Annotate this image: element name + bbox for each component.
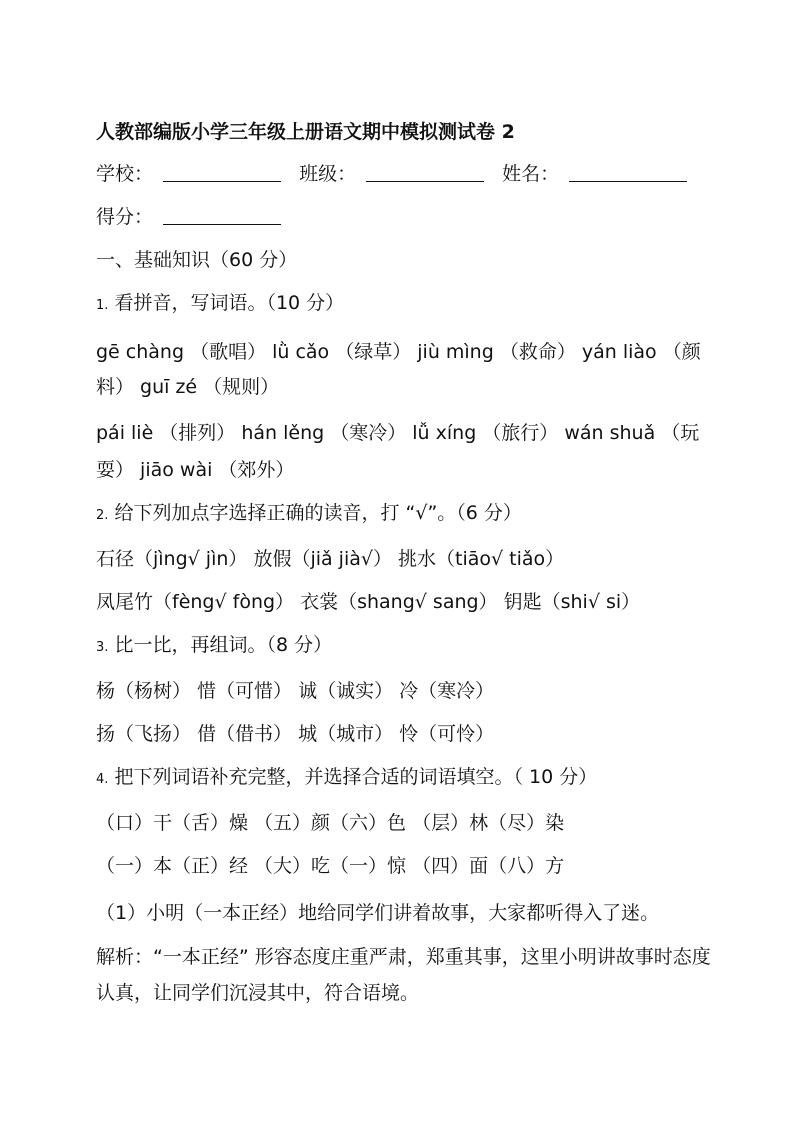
question-number: 2. [96, 508, 109, 523]
reading-line-1: 石径（jìng√ jìn） 放假（jiǎ jià√） 挑水（tiāo√ tiǎo） [96, 548, 565, 570]
question-number: 4. [96, 772, 109, 787]
question-text: 看拼音，写词语。（10 分） [114, 292, 345, 314]
school-blank [163, 161, 281, 182]
question-4 [96, 763, 716, 794]
pinyin-line-1: gē chàng （歌唱） lǜ cǎo （绿草） jiù mìng （救命） yán liào （颜料） guī zé （规则） [96, 341, 701, 398]
name-label: 姓名： [502, 163, 560, 185]
section-heading: 一、基础知识（60 分） [96, 249, 298, 271]
doc-title: 人教部编版小学三年级上册语文期中模拟测试卷 2 [96, 121, 515, 143]
score-blank [163, 204, 281, 225]
question-2 [96, 499, 716, 530]
class-label: 班级： [299, 163, 357, 185]
analysis-text: 解析：“一本正经” 形容态度庄重严肃，郑重其事，这里小明讲故事时态度认真，让同学们沉浸其中，符合语境。 [96, 946, 711, 1004]
score-row [96, 203, 716, 231]
question-1 [96, 289, 716, 320]
compare-line-2: 扬（飞扬） 借（借书） 城（城市） 怜（可怜） [96, 723, 495, 745]
compare-line-1: 杨（杨树） 惜（可惜） 诚（诚实） 冷（寒冷） [96, 680, 495, 702]
pinyin-line-2: pái liè （排列） hán lěng （寒冷） lǚ xíng （旅行） wán shuǎ （玩耍） jiāo wài （郊外） [96, 422, 700, 481]
question-text: 比一比，再组词。（8 分） [114, 634, 333, 656]
class-blank [366, 161, 484, 182]
sub-question-1: （1）小明（一本正经）地给同学们讲着故事，大家都听得入了迷。 [96, 902, 660, 924]
name-blank [569, 161, 687, 182]
question-text: 把下列词语补充完整，并选择合适的词语填空。（ 10 分） [114, 766, 598, 788]
school-label: 学校： [96, 163, 154, 185]
idiom-line-2: （一）本（正）经 （大）吃（一）惊 （四）面（八）方 [96, 855, 565, 877]
question-number: 3. [96, 640, 109, 655]
question-3 [96, 631, 716, 662]
question-number: 1. [96, 298, 109, 313]
question-text: 给下列加点字选择正确的读音，打 “√”。（6 分） [114, 502, 522, 524]
idiom-line-1: （口）干（舌）燥 （五）颜（六）色 （层）林（尽）染 [96, 812, 565, 834]
document-body [96, 118, 716, 1019]
student-info-row [96, 160, 716, 188]
reading-line-2: 凤尾竹（fèng√ fòng） 衣裳（shang√ sang） 钥匙（shi√ si） [96, 591, 641, 613]
score-label: 得分： [96, 206, 154, 228]
